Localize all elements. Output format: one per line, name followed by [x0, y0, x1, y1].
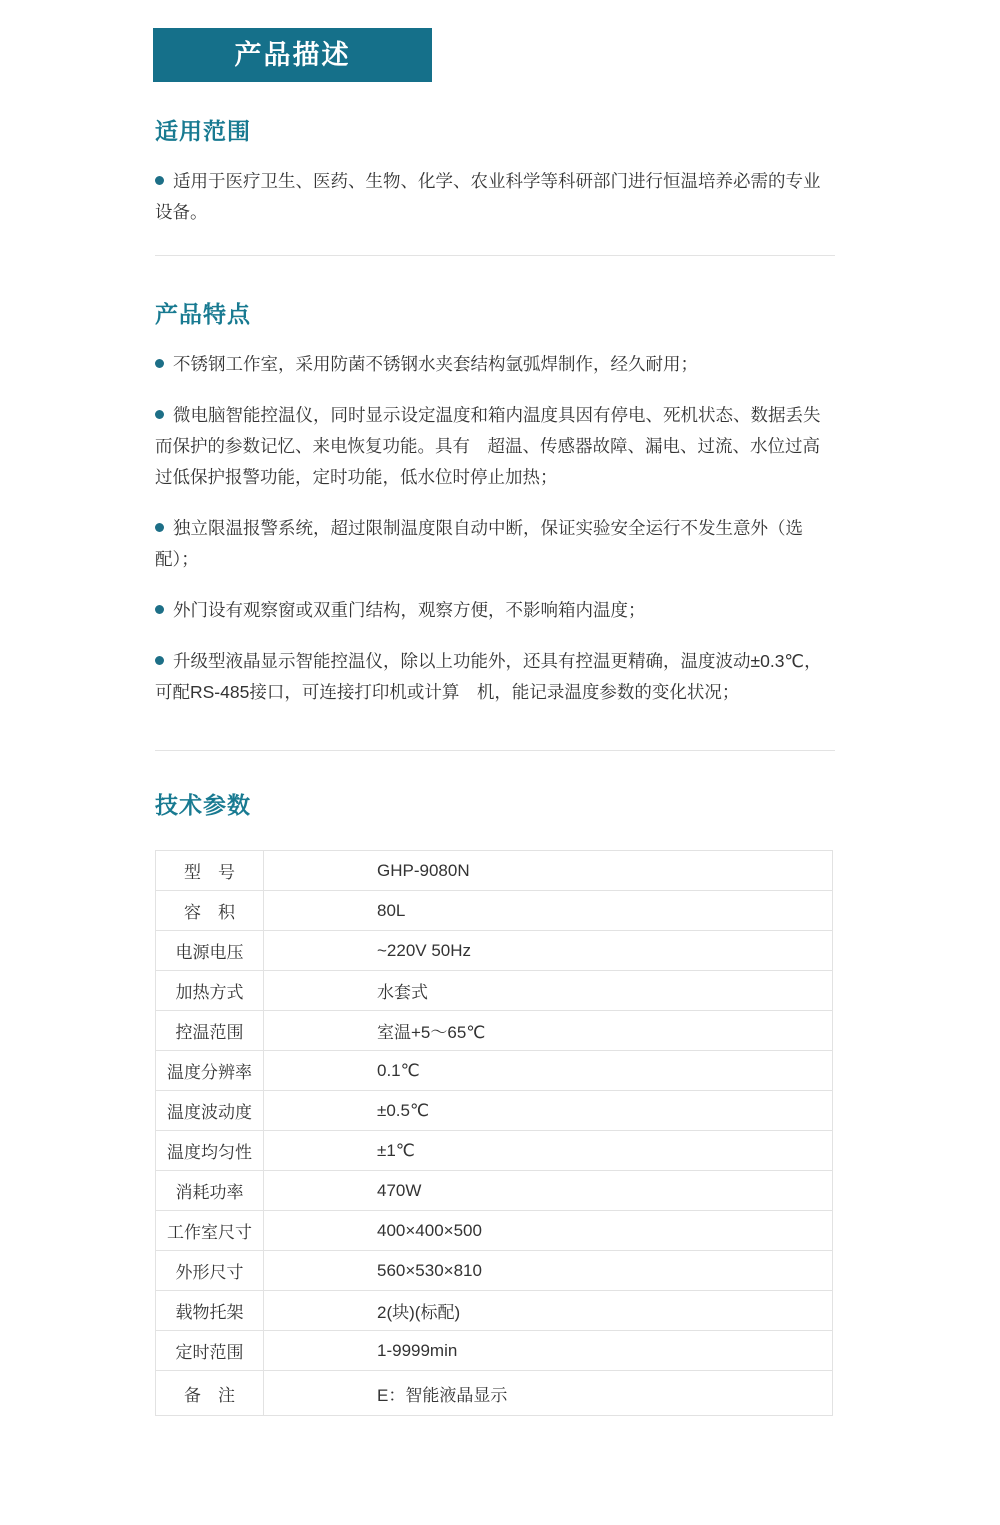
spec-value: 0.1℃	[264, 1051, 833, 1091]
features-section-heading: 产品特点	[155, 301, 251, 327]
spec-label: 温度波动度	[156, 1091, 264, 1131]
feature-item	[155, 595, 835, 626]
spec-label: 外形尺寸	[156, 1251, 264, 1291]
feature-item-text: 不锈钢工作室，采用防菌不锈钢水夹套结构氩弧焊制作，经久耐用；	[173, 354, 698, 374]
spec-value: 水套式	[264, 971, 833, 1011]
spec-value: 1-9999min	[264, 1331, 833, 1371]
spec-value: 470W	[264, 1171, 833, 1211]
spec-label: 控温范围	[156, 1011, 264, 1051]
feature-item	[155, 400, 835, 493]
table-row	[156, 1211, 833, 1251]
scope-section-heading: 适用范围	[155, 118, 251, 144]
bullet-dot-icon	[155, 176, 164, 185]
spec-value: 560×530×810	[264, 1251, 833, 1291]
table-row	[156, 931, 833, 971]
table-row	[156, 1371, 833, 1416]
spec-table	[155, 850, 833, 1416]
table-row	[156, 1291, 833, 1331]
bullet-dot-icon	[155, 359, 164, 368]
spec-label: 加热方式	[156, 971, 264, 1011]
table-row	[156, 971, 833, 1011]
table-row	[156, 891, 833, 931]
product-description-banner: 产品描述	[153, 28, 432, 82]
section-divider	[155, 750, 835, 751]
table-row	[156, 1251, 833, 1291]
spec-label: 电源电压	[156, 931, 264, 971]
spec-label: 温度分辨率	[156, 1051, 264, 1091]
section-divider	[155, 255, 835, 256]
spec-value: ~220V 50Hz	[264, 931, 833, 971]
feature-item-text: 外门设有观察窗或双重门结构，观察方便，不影响箱内温度；	[173, 600, 646, 620]
feature-item	[155, 349, 835, 380]
spec-value: ±1℃	[264, 1131, 833, 1171]
spec-value: ±0.5℃	[264, 1091, 833, 1131]
spec-label: 载物托架	[156, 1291, 264, 1331]
table-row	[156, 1171, 833, 1211]
bullet-dot-icon	[155, 523, 164, 532]
feature-item-text: 微电脑智能控温仪，同时显示设定温度和箱内温度具因有停电、死机状态、数据丢失而保护的参数记忆、来电恢复功能。具有 超温、传感器故障、漏电、过流、水位过高过低保护报警功能，定时功能，低水位时停止加热；	[155, 405, 821, 487]
spec-label: 容 积	[156, 891, 264, 931]
table-row	[156, 1091, 833, 1131]
feature-item	[155, 646, 835, 708]
spec-value: 室温+5～65℃	[264, 1011, 833, 1051]
table-row	[156, 1131, 833, 1171]
table-row	[156, 1011, 833, 1051]
spec-label: 型 号	[156, 851, 264, 891]
table-row	[156, 1051, 833, 1091]
spec-value: 80L	[264, 891, 833, 931]
bullet-dot-icon	[155, 656, 164, 665]
spec-label: 消耗功率	[156, 1171, 264, 1211]
spec-value: E：智能液晶显示	[264, 1371, 833, 1416]
spec-label: 工作室尺寸	[156, 1211, 264, 1251]
table-row	[156, 851, 833, 891]
spec-value: 2(块)(标配)	[264, 1291, 833, 1331]
bullet-dot-icon	[155, 605, 164, 614]
scope-item-text: 适用于医疗卫生、医药、生物、化学、农业科学等科研部门进行恒温培养必需的专业设备。	[155, 171, 821, 222]
feature-item-text: 独立限温报警系统，超过限制温度限自动中断，保证实验安全运行不发生意外（选配）；	[155, 518, 803, 569]
spec-label: 定时范围	[156, 1331, 264, 1371]
scope-item	[155, 166, 835, 228]
spec-value: 400×400×500	[264, 1211, 833, 1251]
spec-value: GHP-9080N	[264, 851, 833, 891]
bullet-dot-icon	[155, 410, 164, 419]
specs-section-heading: 技术参数	[155, 792, 251, 818]
spec-label: 备 注	[156, 1371, 264, 1416]
page-content	[155, 82, 835, 1416]
feature-item	[155, 513, 835, 575]
feature-item-text: 升级型液晶显示智能控温仪，除以上功能外，还具有控温更精确，温度波动±0.3℃，可配RS-485接口，可连接打印机或计算 机，能记录温度参数的变化状况；	[155, 651, 822, 702]
spec-label: 温度均匀性	[156, 1131, 264, 1171]
table-row	[156, 1331, 833, 1371]
